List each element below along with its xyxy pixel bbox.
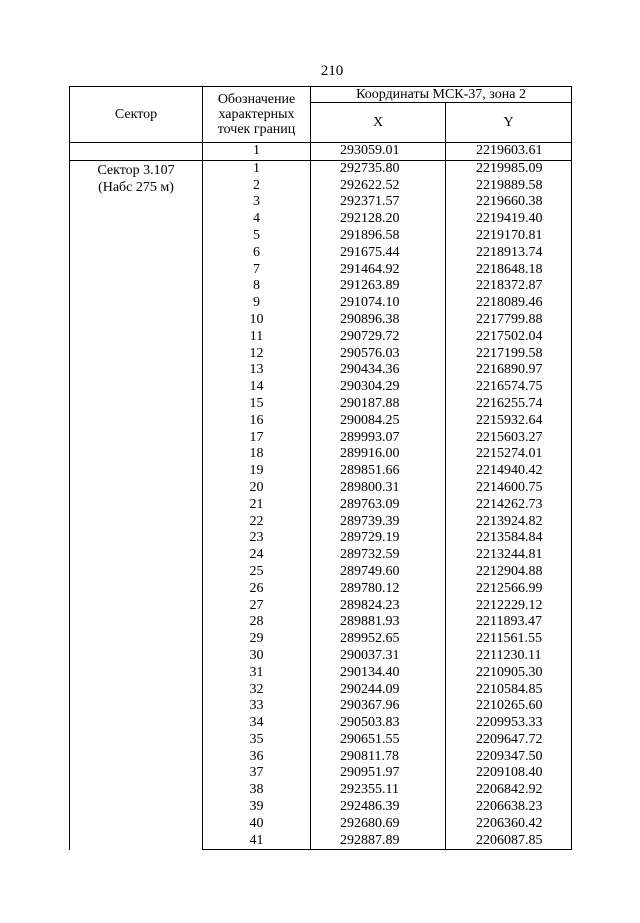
page-number: 210 — [320, 63, 344, 79]
coord-x: 289851.66 — [311, 463, 446, 480]
coord-y: 2210265.60 — [446, 698, 572, 715]
point-number: 20 — [203, 480, 311, 497]
point-number: 19 — [203, 463, 311, 480]
point-number: 26 — [203, 581, 311, 598]
coord-x: 293059.01 — [311, 143, 446, 161]
coord-y: 2209953.33 — [446, 715, 572, 732]
coord-y: 2209647.72 — [446, 732, 572, 749]
coord-x: 290304.29 — [311, 379, 446, 396]
table-row — [70, 160, 572, 177]
coord-x: 292887.89 — [311, 833, 446, 850]
coord-x: 292486.39 — [311, 799, 446, 816]
coord-x: 290244.09 — [311, 682, 446, 699]
coord-x: 290896.38 — [311, 312, 446, 329]
point-number: 15 — [203, 396, 311, 413]
point-number: 10 — [203, 312, 311, 329]
coord-x: 292355.11 — [311, 782, 446, 799]
coord-x: 289993.07 — [311, 430, 446, 447]
coord-y: 2215932.64 — [446, 413, 572, 430]
coord-x: 289749.60 — [311, 564, 446, 581]
point-number: 24 — [203, 547, 311, 564]
coord-x: 290037.31 — [311, 648, 446, 665]
point-number: 16 — [203, 413, 311, 430]
coord-y: 2206087.85 — [446, 833, 572, 850]
header-points-line1: Обозначение — [217, 92, 296, 107]
header-sector: Сектор — [70, 87, 203, 143]
coord-x: 290084.25 — [311, 413, 446, 430]
coord-y: 2206360.42 — [446, 816, 572, 833]
header-points — [203, 87, 311, 143]
coord-y: 2206842.92 — [446, 782, 572, 799]
coord-x: 290187.88 — [311, 396, 446, 413]
coordinates-table — [69, 86, 572, 850]
point-number: 32 — [203, 682, 311, 699]
header-y: Y — [446, 103, 572, 143]
coord-x: 289732.59 — [311, 547, 446, 564]
coord-x: 290367.96 — [311, 698, 446, 715]
coord-y: 2213244.81 — [446, 547, 572, 564]
coord-x: 292128.20 — [311, 211, 446, 228]
coord-x: 290503.83 — [311, 715, 446, 732]
coord-x: 289763.09 — [311, 497, 446, 514]
point-number: 6 — [203, 245, 311, 262]
coord-y: 2210584.85 — [446, 682, 572, 699]
coord-x: 292680.69 — [311, 816, 446, 833]
coord-x: 292735.80 — [311, 160, 446, 177]
sector-name-line2: (Набс 275 м) — [98, 179, 174, 195]
sector-cell-empty — [70, 143, 203, 161]
coord-y: 2210905.30 — [446, 665, 572, 682]
coord-y: 2212904.88 — [446, 564, 572, 581]
coord-x: 291464.92 — [311, 262, 446, 279]
coord-y: 2219985.09 — [446, 160, 572, 177]
point-number: 25 — [203, 564, 311, 581]
point-number: 18 — [203, 446, 311, 463]
coord-y: 2215274.01 — [446, 446, 572, 463]
coord-y: 2218372.87 — [446, 278, 572, 295]
sector-name — [70, 160, 203, 850]
coord-y: 2211230.11 — [446, 648, 572, 665]
point-number: 36 — [203, 749, 311, 766]
coord-x: 290729.72 — [311, 329, 446, 346]
coord-y: 2206638.23 — [446, 799, 572, 816]
point-number: 41 — [203, 833, 311, 850]
header-coordinates: Координаты МСК-37, зона 2 — [311, 87, 572, 103]
coord-x: 290134.40 — [311, 665, 446, 682]
coord-y: 2211561.55 — [446, 631, 572, 648]
coord-x: 292371.57 — [311, 194, 446, 211]
coord-y: 2209347.50 — [446, 749, 572, 766]
point-number: 2 — [203, 178, 311, 195]
coord-y: 2219603.61 — [446, 143, 572, 161]
coord-y: 2218089.46 — [446, 295, 572, 312]
point-number: 29 — [203, 631, 311, 648]
coord-x: 290811.78 — [311, 749, 446, 766]
header-points-line3: точек границ — [217, 122, 296, 137]
point-number: 40 — [203, 816, 311, 833]
point-number: 17 — [203, 430, 311, 447]
point-number: 21 — [203, 497, 311, 514]
point-number: 39 — [203, 799, 311, 816]
point-number: 4 — [203, 211, 311, 228]
header-points-line2: характерных — [218, 107, 295, 122]
coord-y: 2214940.42 — [446, 463, 572, 480]
point-number: 27 — [203, 598, 311, 615]
point-number: 5 — [203, 228, 311, 245]
point-number: 31 — [203, 665, 311, 682]
coord-x: 291675.44 — [311, 245, 446, 262]
coord-x: 290576.03 — [311, 346, 446, 363]
point-number: 35 — [203, 732, 311, 749]
point-number: 11 — [203, 329, 311, 346]
point-number: 13 — [203, 362, 311, 379]
coord-x: 290951.97 — [311, 765, 446, 782]
coord-x: 292622.52 — [311, 178, 446, 195]
point-number: 37 — [203, 765, 311, 782]
coord-y: 2219170.81 — [446, 228, 572, 245]
coord-y: 2214262.73 — [446, 497, 572, 514]
coord-x: 289916.00 — [311, 446, 446, 463]
coord-y: 2213924.82 — [446, 514, 572, 531]
coord-x: 289780.12 — [311, 581, 446, 598]
coord-y: 2209108.40 — [446, 765, 572, 782]
coord-x: 291074.10 — [311, 295, 446, 312]
coord-y: 2215603.27 — [446, 430, 572, 447]
point-number: 23 — [203, 530, 311, 547]
coord-y: 2217199.58 — [446, 346, 572, 363]
header-x: X — [311, 103, 446, 143]
point-number: 34 — [203, 715, 311, 732]
coord-y: 2216255.74 — [446, 396, 572, 413]
coord-y: 2219419.40 — [446, 211, 572, 228]
sector-name-line1: Сектор 3.107 — [97, 162, 175, 178]
coord-y: 2211893.47 — [446, 614, 572, 631]
point-number: 22 — [203, 514, 311, 531]
coord-x: 291263.89 — [311, 278, 446, 295]
coord-x: 289739.39 — [311, 514, 446, 531]
coord-x: 289824.23 — [311, 598, 446, 615]
point-number: 9 — [203, 295, 311, 312]
coord-y: 2218913.74 — [446, 245, 572, 262]
coord-y: 2216890.97 — [446, 362, 572, 379]
point-number: 14 — [203, 379, 311, 396]
point-number: 8 — [203, 278, 311, 295]
table-row-initial — [70, 143, 572, 161]
coord-y: 2217502.04 — [446, 329, 572, 346]
coord-y: 2214600.75 — [446, 480, 572, 497]
point-number: 1 — [203, 160, 311, 177]
coord-x: 289800.31 — [311, 480, 446, 497]
point-number: 38 — [203, 782, 311, 799]
coord-y: 2217799.88 — [446, 312, 572, 329]
point-number: 30 — [203, 648, 311, 665]
coord-y: 2212229.12 — [446, 598, 572, 615]
coord-y: 2213584.84 — [446, 530, 572, 547]
coord-y: 2219660.38 — [446, 194, 572, 211]
point-number: 3 — [203, 194, 311, 211]
coord-y: 2218648.18 — [446, 262, 572, 279]
point-number: 7 — [203, 262, 311, 279]
coord-x: 290434.36 — [311, 362, 446, 379]
coord-x: 291896.58 — [311, 228, 446, 245]
coord-y: 2216574.75 — [446, 379, 572, 396]
point-number: 1 — [203, 143, 311, 161]
coord-y: 2212566.99 — [446, 581, 572, 598]
point-number: 12 — [203, 346, 311, 363]
point-number: 28 — [203, 614, 311, 631]
coord-x: 289729.19 — [311, 530, 446, 547]
coord-y: 2219889.58 — [446, 178, 572, 195]
coord-x: 289881.93 — [311, 614, 446, 631]
coord-x: 289952.65 — [311, 631, 446, 648]
coord-x: 290651.55 — [311, 732, 446, 749]
point-number: 33 — [203, 698, 311, 715]
